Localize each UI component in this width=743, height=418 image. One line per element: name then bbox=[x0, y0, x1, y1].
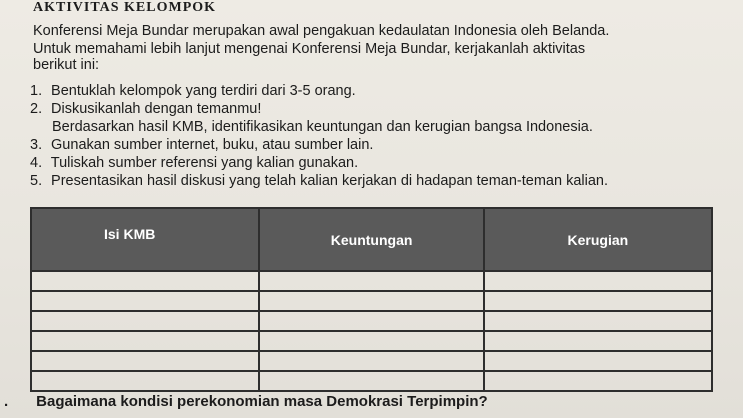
table-cell[interactable] bbox=[259, 311, 483, 331]
step-number: 4. bbox=[30, 155, 43, 171]
step-text: Bentuklah kelompok yang terdiri dari 3-5 orang. bbox=[51, 83, 356, 99]
next-question bbox=[0, 393, 488, 410]
step-number: 2. bbox=[30, 101, 43, 117]
table-cell[interactable] bbox=[31, 311, 259, 331]
intro-line-3: berikut ini: bbox=[33, 57, 100, 73]
table-row bbox=[31, 371, 712, 391]
table-cell[interactable] bbox=[259, 331, 483, 351]
table-row bbox=[31, 331, 712, 351]
column-header-keuntungan: Keuntungan bbox=[259, 208, 483, 271]
kmb-analysis-table bbox=[30, 207, 713, 392]
table-cell[interactable] bbox=[484, 291, 712, 311]
table-cell[interactable] bbox=[31, 271, 259, 291]
table-row bbox=[31, 351, 712, 371]
table-cell[interactable] bbox=[484, 331, 712, 351]
table-row bbox=[31, 291, 712, 311]
table-cell[interactable] bbox=[31, 291, 259, 311]
table-cell[interactable] bbox=[31, 331, 259, 351]
intro-paragraph bbox=[33, 23, 713, 73]
step-2 bbox=[30, 100, 730, 118]
step-2-subtext: Berdasarkan hasil KMB, identifikasikan keuntungan dan kerugian bangsa Indonesia. bbox=[52, 119, 593, 135]
step-number: 3. bbox=[30, 137, 43, 153]
question-bullet: . bbox=[4, 393, 9, 410]
question-text: Bagaimana kondisi perekonomian masa Demokrasi Terpimpin? bbox=[36, 393, 488, 410]
table-cell[interactable] bbox=[259, 351, 483, 371]
intro-line-2: Untuk memahami lebih lanjut mengenai Konferensi Meja Bundar, kerjakanlah aktivitas bbox=[33, 41, 586, 57]
table-header-row bbox=[31, 208, 712, 271]
table-cell[interactable] bbox=[31, 351, 259, 371]
step-text: Diskusikanlah dengan temanmu! bbox=[51, 101, 262, 117]
table-row bbox=[31, 271, 712, 291]
table-cell[interactable] bbox=[31, 371, 259, 391]
activity-steps bbox=[30, 82, 730, 190]
step-number: 1. bbox=[30, 83, 43, 99]
step-number: 5. bbox=[30, 173, 43, 189]
step-1 bbox=[30, 82, 730, 100]
step-text: Gunakan sumber internet, buku, atau sumber lain. bbox=[51, 137, 374, 153]
table-cell[interactable] bbox=[484, 271, 712, 291]
step-text: Presentasikan hasil diskusi yang telah kalian kerjakan di hadapan teman-teman kalian. bbox=[51, 173, 608, 189]
table-cell[interactable] bbox=[484, 311, 712, 331]
section-heading: AKTIVITAS KELOMPOK bbox=[33, 0, 217, 15]
table-cell[interactable] bbox=[484, 351, 712, 371]
column-header-kerugian: Kerugian bbox=[484, 208, 712, 271]
step-3 bbox=[30, 136, 730, 154]
intro-line-1: Konferensi Meja Bundar merupakan awal pengakuan kedaulatan Indonesia oleh Belanda. bbox=[33, 23, 610, 39]
step-text: Tuliskah sumber referensi yang kalian gunakan. bbox=[50, 155, 359, 171]
table-cell[interactable] bbox=[259, 371, 483, 391]
step-5 bbox=[30, 172, 730, 190]
table-cell[interactable] bbox=[259, 271, 483, 291]
column-header-isi-kmb: Isi KMB bbox=[31, 208, 259, 271]
table-cell[interactable] bbox=[484, 371, 712, 391]
table-cell[interactable] bbox=[259, 291, 483, 311]
step-4 bbox=[30, 154, 730, 172]
table-row bbox=[31, 311, 712, 331]
